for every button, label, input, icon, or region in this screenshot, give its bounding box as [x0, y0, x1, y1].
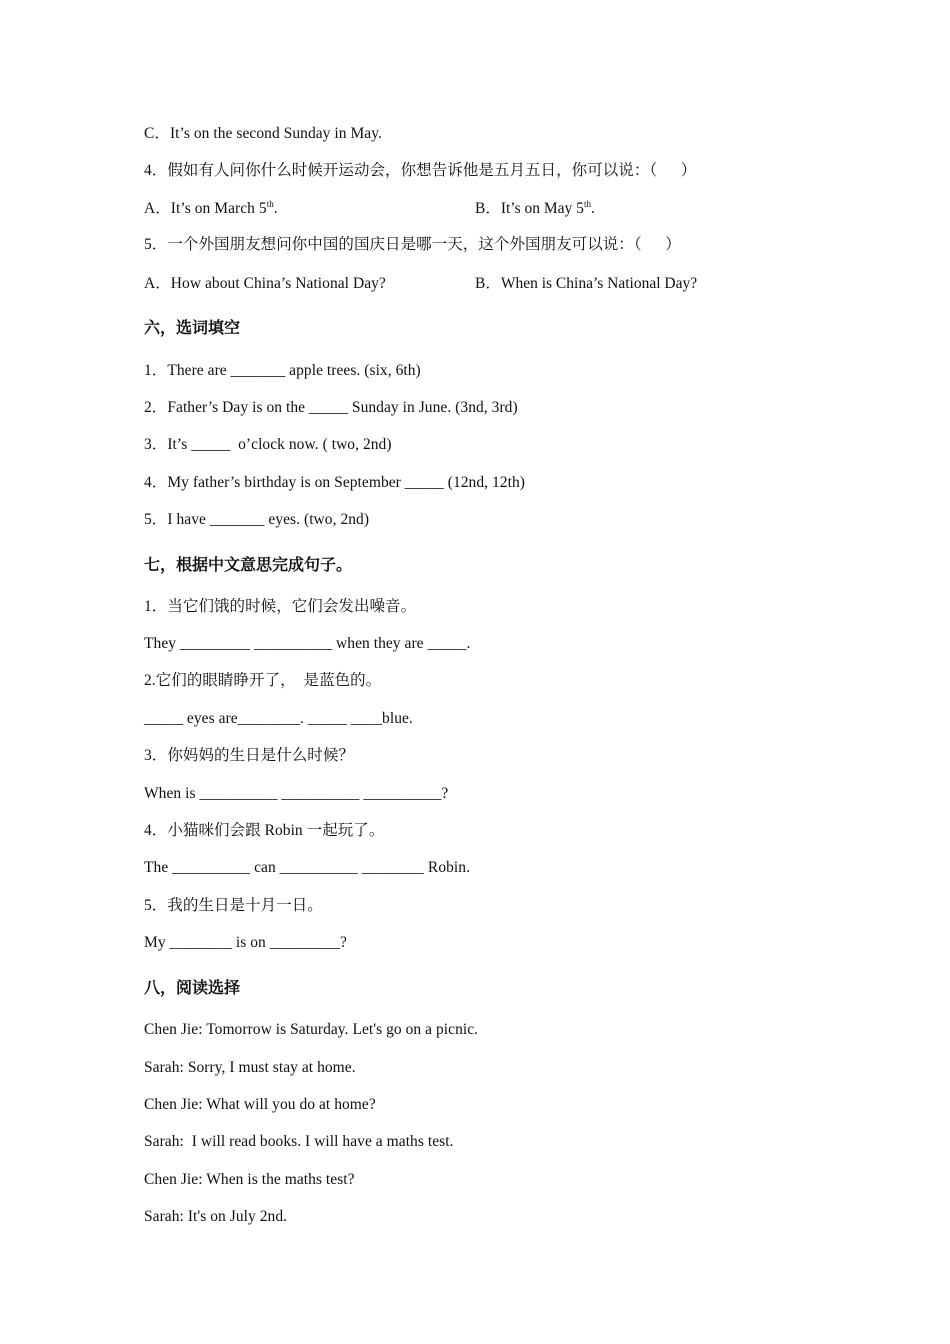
section7-item-4-en: The __________ can __________ ________ Robin. [144, 859, 471, 876]
dialogue-line: Sarah: Sorry, I must stay at home. [144, 1059, 356, 1076]
q4-option-a: A．It’s on March 5th. [144, 199, 278, 217]
section7-item-3-cn: 3．你妈妈的生日是什么时候？ [144, 747, 354, 764]
q5-option-a: A．How about China’s National Day? [144, 275, 386, 292]
section6-item-1: 1．There are _______ apple trees. (six, 6th) [144, 362, 421, 379]
section7-item-2-en: _____ eyes are________. _____ ____blue. [144, 710, 413, 727]
q4-stem: 4．假如有人问你什么时候开运动会，你想告诉他是五月五日，你可以说：（ ） [144, 162, 697, 179]
section7-item-1-en: They _________ __________ when they are _____. [144, 635, 471, 652]
section7-item-5-en: My ________ is on _________? [144, 934, 347, 951]
section7-heading: 七，根据中文意思完成句子。 [144, 555, 353, 574]
section7-item-2-cn: 2.它们的眼睛睁开了， 是蓝色的。 [144, 672, 382, 689]
q4-option-b: B．It’s on May 5th. [475, 199, 595, 217]
section7-item-4-cn: 4．小猫咪们会跟 Robin 一起玩了。 [144, 822, 385, 839]
section7-item-5-cn: 5．我的生日是十月一日。 [144, 897, 323, 914]
dialogue-line: Sarah: It's on July 2nd. [144, 1208, 288, 1225]
q3-option-c: C．It’s on the second Sunday in May. [144, 125, 382, 142]
q5-stem: 5．一个外国朋友想问你中国的国庆日是哪一天，这个外国朋友可以说：（ ） [144, 236, 681, 253]
section6-heading: 六，选词填空 [144, 318, 241, 337]
q5-option-b: B．When is China’s National Day? [475, 275, 698, 292]
section6-item-5: 5．I have _______ eyes. (two, 2nd) [144, 511, 370, 528]
dialogue-line: Chen Jie: Tomorrow is Saturday. Let's go on a picnic. [144, 1021, 479, 1038]
section7-item-1-cn: 1．当它们饿的时候，它们会发出噪音。 [144, 598, 417, 615]
dialogue-line: Chen Jie: What will you do at home? [144, 1096, 376, 1113]
section7-item-3-en: When is __________ __________ __________? [144, 785, 449, 802]
section6-item-4: 4．My father’s birthday is on September _____ (12nd, 12th) [144, 474, 525, 491]
dialogue-line: Sarah: I will read books. I will have a maths test. [144, 1133, 454, 1150]
section6-item-2: 2．Father’s Day is on the _____ Sunday in June. (3nd, 3rd) [144, 399, 518, 416]
section8-heading: 八，阅读选择 [144, 978, 241, 997]
dialogue-line: Chen Jie: When is the maths test? [144, 1171, 355, 1188]
section6-item-3: 3．It’s _____ o’clock now. ( two, 2nd) [144, 436, 392, 453]
